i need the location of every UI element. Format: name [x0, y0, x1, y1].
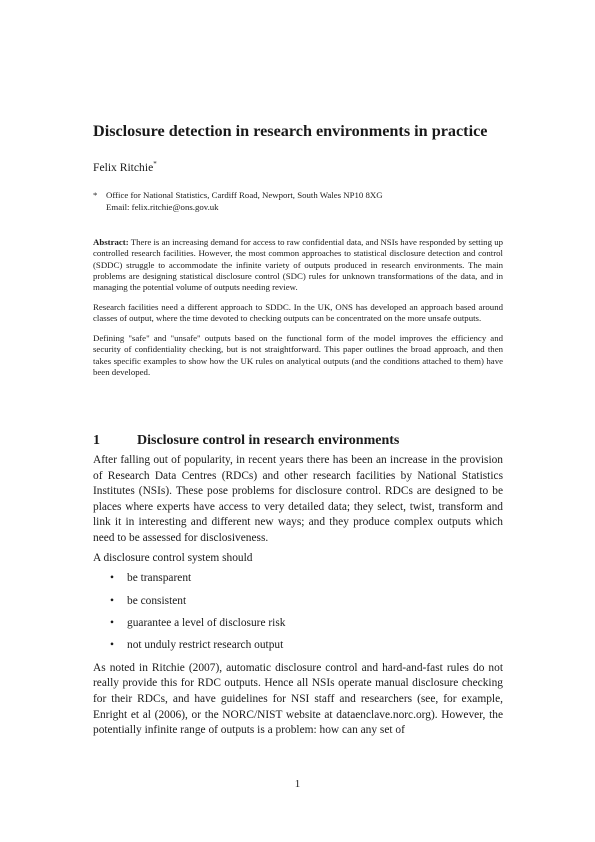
body-paragraph-1: After falling out of popularity, in recent years there has been an increase in the provision of Research Data Centres (RDCs) and other research facilities by National Statistics Institutes (NSIs). These pose problems for disclosure control. RDCs are designed to be places where experts have access to very detailed data; they select, twist, transform and link it in interesting and different new ways; and they produce complex outputs which need to be assessed for disclosiveness.: [93, 454, 503, 544]
list-item-text: be transparent: [127, 572, 192, 585]
bullet-glyph: •: [110, 594, 114, 607]
abstract-label: Abstract:: [93, 237, 129, 247]
author-line: [93, 157, 157, 175]
abstract-text-1: There is an increasing demand for access to raw confidential data, and NSIs have responded by setting up controlled research facilities. However, the most common approaches to statistical disclosure detection and control (SDDC) struggle to accommodate the infinite variety of outputs produced in research environments. The main problems are designing statistical disclosure control (SDC) rules for unknown transformations of the data, and in managing the potential volume of outputs needing review.: [93, 237, 503, 293]
paper-title: Disclosure detection in research environments in practice: [93, 122, 488, 140]
section-title: Disclosure control in research environments: [137, 433, 400, 448]
section-body: [93, 453, 503, 743]
author-name: Felix Ritchie: [93, 161, 154, 174]
requirements-list: [93, 571, 503, 654]
page-number: 1: [294, 778, 301, 790]
list-item-text: guarantee a level of disclosure risk: [127, 616, 286, 629]
list-item-text: not unduly restrict research output: [127, 639, 284, 652]
affiliation-block: [93, 189, 513, 214]
abstract-paragraph-3: Defining "safe" and "unsafe" outputs based on the functional form of the model improves the efficiency and security of confidentiality checking, but is not straightforward. This paper outlines the broad approach, and then takes specific examples to show how the UK rules on analytical outputs (and the conditions attached to them) have been developed.: [93, 333, 503, 377]
abstract-block: [93, 237, 503, 387]
affiliation-address: Office for National Statistics, Cardiff Road, Newport, South Wales NP10 8XG: [106, 190, 383, 200]
body-paragraph-3: As noted in Ritchie (2007), automatic disclosure control and hard-and-fast rules do not really provide this for RDC outputs. Hence all NSIs operate manual disclosure checking for their RDCs, and have guidelines for NSI staff and researchers (see, for example, Enright et al (2006), or the NORC/NIST website at dataenclave.norc.org). However, the potentially infinite range of outputs is a problem: how can any set of: [93, 661, 503, 737]
section-number: 1: [93, 433, 100, 448]
affiliation-line-1: [93, 189, 513, 201]
author-footnote-mark: *: [153, 160, 157, 168]
affiliation-mark: *: [93, 190, 98, 200]
list-item: [93, 638, 503, 654]
abstract-paragraph-2: Research facilities need a different approach to SDDC. In the UK, ONS has developed an approach based around classes of output, where the time devoted to checking outputs can be concentrated on the more unsafe outputs.: [93, 301, 503, 324]
body-paragraph-2: A disclosure control system should: [93, 551, 253, 564]
list-item: [93, 571, 503, 587]
affiliation-email: Email: felix.ritchie@ons.gov.uk: [106, 202, 219, 213]
list-item-text: be consistent: [127, 594, 187, 607]
abstract-paragraph-1: [93, 237, 503, 293]
section-heading: [93, 433, 513, 449]
bullet-glyph: •: [110, 639, 114, 652]
list-item: [93, 616, 503, 632]
bullet-glyph: •: [110, 572, 114, 585]
list-item: [93, 594, 503, 610]
bullet-glyph: •: [110, 616, 114, 629]
